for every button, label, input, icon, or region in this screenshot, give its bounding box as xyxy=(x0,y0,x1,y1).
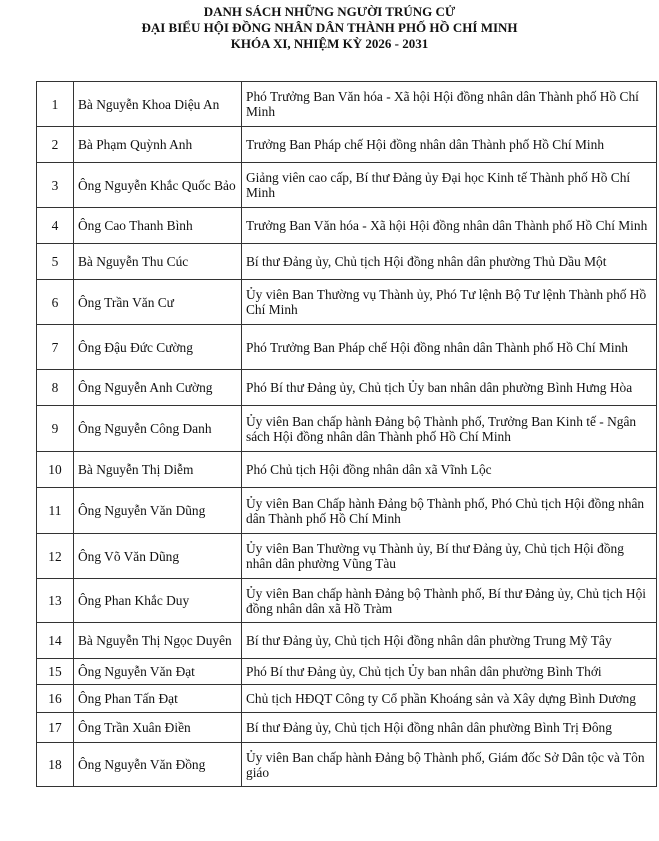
row-number: 4 xyxy=(37,208,74,244)
delegate-name: Ông Phan Khắc Duy xyxy=(74,579,242,623)
row-number: 9 xyxy=(37,406,74,452)
delegate-name: Ông Nguyễn Công Danh xyxy=(74,406,242,452)
row-number: 1 xyxy=(37,82,74,127)
delegates-table xyxy=(36,81,657,787)
row-number: 17 xyxy=(37,713,74,743)
row-number: 6 xyxy=(37,280,74,325)
delegate-position: Giảng viên cao cấp, Bí thư Đảng ủy Đại học Kinh tế Thành phố Hồ Chí Minh xyxy=(242,163,657,208)
title-line-2: ĐẠI BIỂU HỘI ĐỒNG NHÂN DÂN THÀNH PHỐ HỒ CHÍ MINH xyxy=(141,20,518,35)
row-number: 14 xyxy=(37,623,74,659)
delegate-position: Ủy viên Ban chấp hành Đảng bộ Thành phố, Giám đốc Sở Dân tộc và Tôn giáo xyxy=(242,743,657,787)
delegate-name: Ông Nguyễn Khắc Quốc Bảo xyxy=(74,163,242,208)
delegate-name: Ông Phan Tấn Đạt xyxy=(74,685,242,713)
delegate-position: Phó Chủ tịch Hội đồng nhân dân xã Vĩnh Lộc xyxy=(242,452,657,488)
delegate-position: Bí thư Đảng ủy, Chủ tịch Hội đồng nhân dân phường Trung Mỹ Tây xyxy=(242,623,657,659)
row-number: 5 xyxy=(37,244,74,280)
delegate-position: Ủy viên Ban chấp hành Đảng bộ Thành phố, Trưởng Ban Kinh tế - Ngân sách Hội đồng nhân dân Thành phố Hồ Chí Minh xyxy=(242,406,657,452)
delegate-name: Bà Phạm Quỳnh Anh xyxy=(74,127,242,163)
delegate-position: Phó Trưởng Ban Văn hóa - Xã hội Hội đồng nhân dân Thành phố Hồ Chí Minh xyxy=(242,82,657,127)
delegate-name: Bà Nguyễn Thị Diễm xyxy=(74,452,242,488)
delegate-name: Ông Đậu Đức Cường xyxy=(74,325,242,370)
delegate-name: Ông Nguyễn Văn Đạt xyxy=(74,659,242,685)
table-row xyxy=(37,280,657,325)
delegate-name: Ông Nguyễn Văn Đồng xyxy=(74,743,242,787)
title-line-1: DANH SÁCH NHỮNG NGƯỜI TRÚNG CỬ xyxy=(203,4,456,19)
table-row xyxy=(37,82,657,127)
delegate-name: Ông Nguyễn Văn Dũng xyxy=(74,488,242,534)
delegate-position: Bí thư Đảng ủy, Chủ tịch Hội đồng nhân dân phường Thủ Dầu Một xyxy=(242,244,657,280)
table-row xyxy=(37,659,657,685)
delegate-position: Bí thư Đảng ủy, Chủ tịch Hội đồng nhân dân phường Bình Trị Đông xyxy=(242,713,657,743)
table-row xyxy=(37,488,657,534)
document-header xyxy=(0,4,659,52)
row-number: 3 xyxy=(37,163,74,208)
table-row xyxy=(37,244,657,280)
table-row xyxy=(37,685,657,713)
table-row xyxy=(37,534,657,579)
delegate-position: Phó Bí thư Đảng ủy, Chủ tịch Ủy ban nhân dân phường Bình Hưng Hòa xyxy=(242,370,657,406)
table-row xyxy=(37,208,657,244)
delegate-position: Trưởng Ban Pháp chế Hội đồng nhân dân Thành phố Hồ Chí Minh xyxy=(242,127,657,163)
row-number: 8 xyxy=(37,370,74,406)
table-row xyxy=(37,370,657,406)
table-row xyxy=(37,325,657,370)
row-number: 2 xyxy=(37,127,74,163)
table-row xyxy=(37,579,657,623)
delegate-position: Ủy viên Ban chấp hành Đảng bộ Thành phố, Bí thư Đảng ủy, Chủ tịch Hội đồng nhân dân xã Hồ Tràm xyxy=(242,579,657,623)
row-number: 18 xyxy=(37,743,74,787)
delegate-name: Ông Trần Văn Cư xyxy=(74,280,242,325)
table-row xyxy=(37,743,657,787)
row-number: 12 xyxy=(37,534,74,579)
delegate-name: Ông Cao Thanh Bình xyxy=(74,208,242,244)
delegate-name: Bà Nguyễn Thu Cúc xyxy=(74,244,242,280)
row-number: 11 xyxy=(37,488,74,534)
delegate-position: Ủy viên Ban Thường vụ Thành ủy, Bí thư Đảng ủy, Chủ tịch Hội đồng nhân dân phường Vũng Tàu xyxy=(242,534,657,579)
table-row xyxy=(37,713,657,743)
table-row xyxy=(37,623,657,659)
table-row xyxy=(37,127,657,163)
delegate-position: Phó Trưởng Ban Pháp chế Hội đồng nhân dân Thành phố Hồ Chí Minh xyxy=(242,325,657,370)
title-line-3: KHÓA XI, NHIỆM KỲ 2026 - 2031 xyxy=(230,36,429,51)
row-number: 7 xyxy=(37,325,74,370)
delegate-position: Chủ tịch HĐQT Công ty Cổ phần Khoáng sản và Xây dựng Bình Dương xyxy=(242,685,657,713)
table-row xyxy=(37,163,657,208)
row-number: 15 xyxy=(37,659,74,685)
delegate-position: Ủy viên Ban Thường vụ Thành ủy, Phó Tư lệnh Bộ Tư lệnh Thành phố Hồ Chí Minh xyxy=(242,280,657,325)
delegate-position: Trưởng Ban Văn hóa - Xã hội Hội đồng nhân dân Thành phố Hồ Chí Minh xyxy=(242,208,657,244)
delegate-name: Ông Võ Văn Dũng xyxy=(74,534,242,579)
row-number: 16 xyxy=(37,685,74,713)
row-number: 13 xyxy=(37,579,74,623)
delegate-name: Bà Nguyễn Thị Ngọc Duyên xyxy=(74,623,242,659)
delegate-name: Ông Nguyễn Anh Cường xyxy=(74,370,242,406)
delegate-position: Phó Bí thư Đảng ủy, Chủ tịch Ủy ban nhân dân phường Bình Thới xyxy=(242,659,657,685)
row-number: 10 xyxy=(37,452,74,488)
delegate-position: Ủy viên Ban Chấp hành Đảng bộ Thành phố, Phó Chủ tịch Hội đồng nhân dân Thành phố Hồ Chí Minh xyxy=(242,488,657,534)
table-row xyxy=(37,406,657,452)
table-row xyxy=(37,452,657,488)
delegate-name: Bà Nguyễn Khoa Diệu An xyxy=(74,82,242,127)
delegate-name: Ông Trần Xuân Điền xyxy=(74,713,242,743)
